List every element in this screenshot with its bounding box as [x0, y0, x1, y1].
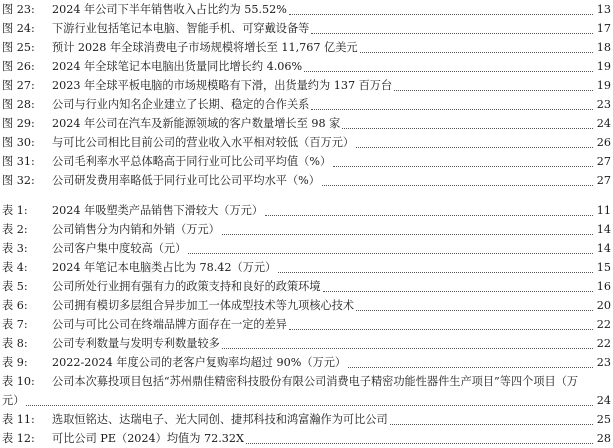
dot-leader: [311, 109, 593, 110]
page-number: 22: [596, 337, 611, 350]
figure-entry[interactable]: [0, 0, 613, 19]
figure-title: 2024 年公司在汽车及新能源领域的客户数量增长至 98 家: [52, 117, 341, 130]
table-entry[interactable]: [0, 239, 613, 258]
page-number: 28: [596, 432, 611, 445]
figure-title: 2024 年全球笔记本电脑出货量同比增长约 4.06%: [52, 60, 303, 73]
section-gap: [0, 190, 613, 201]
page-number: 17: [596, 22, 611, 35]
figure-title: 公司毛利率水平总体略高于同行业可比公司平均值（%）: [52, 155, 332, 168]
page-number: 14: [596, 242, 611, 255]
figure-entry[interactable]: [0, 19, 613, 38]
table-list: [0, 201, 613, 448]
dot-leader: [246, 443, 593, 444]
figure-label: 图 30:: [2, 136, 35, 149]
figure-label: 图 23:: [2, 3, 35, 16]
dot-leader: [348, 367, 593, 368]
figure-label: 图 28:: [2, 98, 35, 111]
page-number: 20: [596, 299, 611, 312]
table-entry[interactable]: [0, 410, 613, 429]
dot-leader: [289, 329, 593, 330]
table-entry[interactable]: [0, 258, 613, 277]
entry-line-continued: [0, 391, 613, 410]
figure-entry[interactable]: [0, 57, 613, 76]
table-label: 表 11:: [2, 413, 35, 426]
table-label: 表 4:: [2, 261, 28, 274]
table-title: 公司拥有模切多层组合异步加工一体成型技术等九项核心技术: [52, 299, 355, 312]
page-number: 16: [596, 280, 611, 293]
figure-title: 与可比公司相比目前公司的营业收入水平相对较低（百万元）: [52, 136, 355, 149]
figure-entry[interactable]: [0, 171, 613, 190]
dot-leader: [360, 52, 593, 53]
dot-leader: [356, 310, 593, 311]
dot-leader: [342, 128, 593, 129]
table-label: 表 3:: [2, 242, 28, 255]
figure-title: 预计 2028 年全球消费电子市场规模将增长至 11,767 亿美元: [52, 41, 358, 54]
page-number: 19: [596, 79, 611, 92]
figure-entry[interactable]: [0, 152, 613, 171]
table-label: 表 9:: [2, 356, 28, 369]
table-label: 表 6:: [2, 299, 28, 312]
table-entry[interactable]: [0, 315, 613, 334]
table-title: 2024 年吸塑类产品销售下滑较大（万元）: [52, 204, 264, 217]
page-number: 24: [596, 117, 611, 130]
dot-leader: [278, 272, 593, 273]
table-entry[interactable]: [0, 296, 613, 315]
dot-leader: [289, 14, 593, 15]
dot-leader: [390, 424, 593, 425]
page-number: 23: [596, 98, 611, 111]
figure-title: 2024 年公司下半年销售收入占比约为 55.52%: [52, 3, 287, 16]
page-number: 18: [596, 41, 611, 54]
page-number: 13: [596, 3, 611, 16]
figure-title: 公司与行业内知名企业建立了长期、稳定的合作关系: [52, 98, 310, 111]
page-number: 11: [596, 204, 611, 217]
table-label: 表 2:: [2, 223, 28, 236]
page-number: 19: [596, 60, 611, 73]
figure-entry[interactable]: [0, 95, 613, 114]
table-title-continued: 元）: [2, 394, 25, 407]
table-label: 表 10:: [2, 375, 35, 388]
table-entry[interactable]: [0, 277, 613, 296]
figure-title: 下游行业包括笔记本电脑、智能手机、可穿戴设备等: [52, 22, 310, 35]
figure-label: 图 27:: [2, 79, 35, 92]
table-label: 表 12:: [2, 432, 35, 445]
dot-leader: [311, 33, 593, 34]
entry-line: [0, 372, 613, 391]
table-entry[interactable]: [0, 353, 613, 372]
table-label: 表 8:: [2, 337, 28, 350]
figure-label: 图 25:: [2, 41, 35, 54]
dot-leader: [222, 234, 593, 235]
figure-title: 2023 年全球平板电脑的市场规模略有下滑，出货量约为 137 百万台: [52, 79, 393, 92]
dot-leader: [188, 253, 593, 254]
table-title: 选取恒铭达、达瑞电子、光大同创、捷邦科技和鸿富瀚作为可比公司: [52, 413, 388, 426]
dot-leader: [323, 291, 593, 292]
figure-label: 图 26:: [2, 60, 35, 73]
page-number: 26: [596, 136, 611, 149]
table-title: 公司客户集中度较高（元）: [52, 242, 187, 255]
page-number: 24: [596, 394, 611, 407]
table-label: 表 1:: [2, 204, 28, 217]
figure-label: 图 31:: [2, 155, 35, 168]
page-number: 23: [596, 356, 611, 369]
figure-label: 图 32:: [2, 174, 35, 187]
table-title: 公司与可比公司在终端品牌方面存在一定的差异: [52, 318, 287, 331]
dot-leader: [304, 71, 593, 72]
figure-list: [0, 0, 613, 190]
table-label: 表 7:: [2, 318, 28, 331]
table-label: 表 5:: [2, 280, 28, 293]
figure-entry[interactable]: [0, 114, 613, 133]
page-number: 14: [596, 223, 611, 236]
table-entry[interactable]: [0, 429, 613, 448]
dot-leader: [265, 215, 593, 216]
table-title: 2022-2024 年度公司的老客户复购率均超过 90%（万元）: [52, 356, 347, 369]
page-number: 25: [596, 413, 611, 426]
figure-label: 图 29:: [2, 117, 35, 130]
page-number: 27: [596, 155, 611, 168]
table-entry[interactable]: [0, 201, 613, 220]
page-number: 27: [596, 174, 611, 187]
table-title: 公司专利数量与发明专利数量较多: [52, 337, 220, 350]
dot-leader: [333, 166, 593, 167]
dot-leader: [394, 90, 593, 91]
table-title: 公司本次募投项目包括“苏州鼎佳精密科技股份有限公司消费电子精密功能性器件生产项目”等四个项目（万: [52, 375, 579, 388]
dot-leader: [356, 147, 593, 148]
dot-leader: [222, 348, 593, 349]
dot-leader: [322, 185, 593, 186]
page-number: 15: [596, 261, 611, 274]
dot-leader: [26, 405, 593, 406]
table-title: 2024 年笔记本电脑类占比为 78.42（万元）: [52, 261, 277, 274]
table-entry[interactable]: [0, 220, 613, 239]
table-title: 可比公司 PE（2024）均值为 72.32X: [52, 432, 244, 445]
table-entry[interactable]: [0, 372, 613, 410]
figure-entry[interactable]: [0, 76, 613, 95]
page-number: 22: [596, 318, 611, 331]
figure-title: 公司研发费用率略低于同行业可比公司平均水平（%）: [52, 174, 320, 187]
table-title: 公司销售分为内销和外销（万元）: [52, 223, 220, 236]
figure-entry[interactable]: [0, 38, 613, 57]
table-title: 公司所处行业拥有强有力的政策支持和良好的政策环境: [52, 280, 321, 293]
table-entry[interactable]: [0, 334, 613, 353]
figure-label: 图 24:: [2, 22, 35, 35]
figure-entry[interactable]: [0, 133, 613, 152]
